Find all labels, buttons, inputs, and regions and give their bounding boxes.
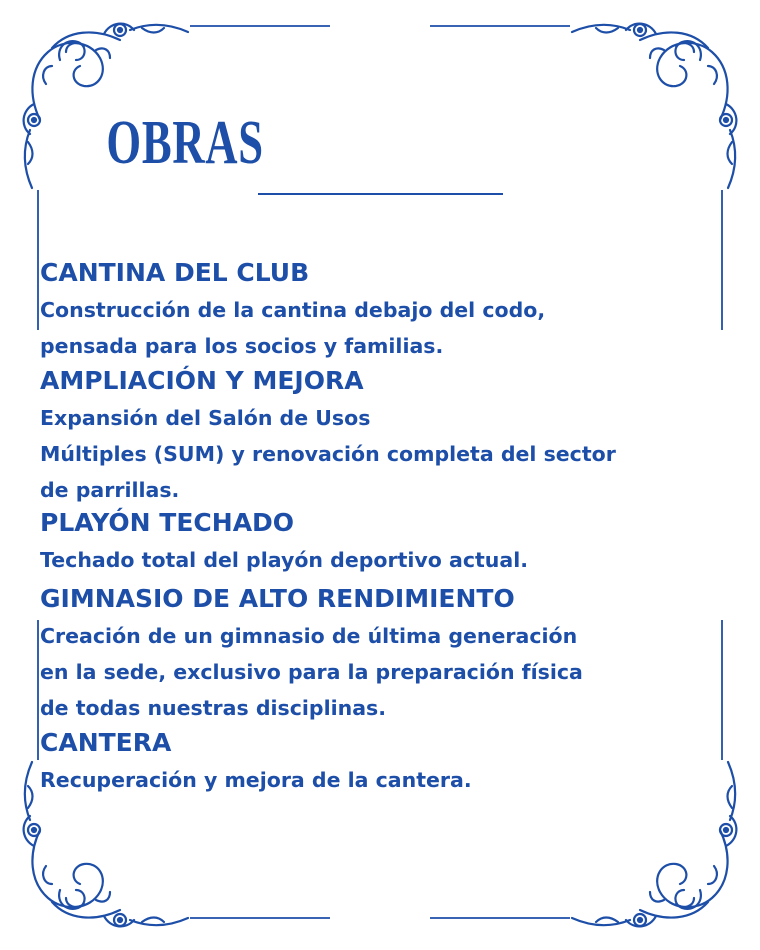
- section-description: [40, 292, 720, 364]
- description-line: Múltiples (SUM) y renovación completa del sector: [40, 442, 616, 466]
- section-heading: PLAYÓN TECHADO: [40, 508, 295, 537]
- section-heading: AMPLIACIÓN Y MEJORA: [40, 366, 364, 395]
- description-line: de parrillas.: [40, 478, 180, 502]
- title-divider: [258, 193, 503, 195]
- description-line: Recuperación y mejora de la cantera.: [40, 768, 472, 792]
- section-description: [40, 618, 720, 726]
- section-heading: CANTERA: [40, 728, 172, 757]
- description-line: de todas nuestras disciplinas.: [40, 696, 387, 720]
- description-line: Creación de un gimnasio de última generación: [40, 624, 578, 648]
- description-line: Expansión del Salón de Usos: [40, 406, 371, 430]
- page-title: OBRAS: [106, 109, 264, 177]
- description-line: Techado total del playón deportivo actual.: [40, 548, 529, 572]
- section-description: [40, 542, 720, 578]
- section-description: [40, 762, 720, 798]
- section-description: [40, 400, 720, 508]
- section-heading: GIMNASIO DE ALTO RENDIMIENTO: [40, 584, 515, 613]
- description-line: Construcción de la cantina debajo del codo,: [40, 298, 546, 322]
- description-line: pensada para los socios y familias.: [40, 334, 444, 358]
- section-heading: CANTINA DEL CLUB: [40, 258, 310, 287]
- description-line: en la sede, exclusivo para la preparación física: [40, 660, 583, 684]
